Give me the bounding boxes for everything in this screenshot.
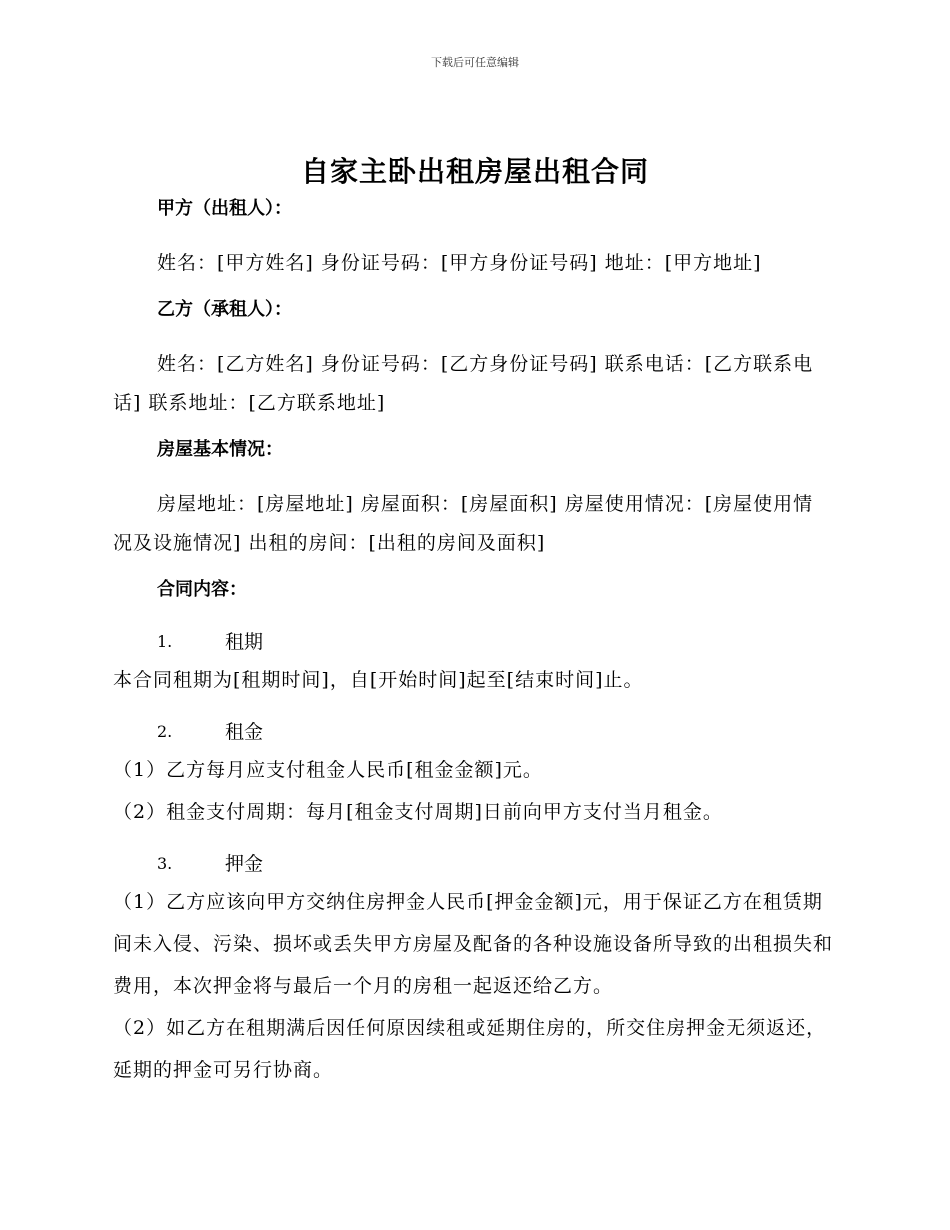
clause-1-heading: [113, 625, 833, 659]
party-b-info: 姓名：[乙方姓名] 身份证号码：[乙方身份证号码] 联系电话：[乙方联系电话] 联系地址：[乙方联系地址]: [113, 353, 814, 414]
clause-title: 押金: [225, 853, 264, 875]
clause-title: 租期: [225, 631, 264, 653]
clause-3-line: （2）如乙方在租期满后因任何原因续租或延期住房的，所交住房押金无须返还，延期的押金可另行协商。: [113, 1017, 827, 1081]
house-info: 房屋地址：[房屋地址] 房屋面积：[房屋面积] 房屋使用情况：[房屋使用情况及设施情况] 出租的房间：[出租的房间及面积]: [113, 493, 814, 554]
clause-1-line: 本合同租期为[租期时间]，自[开始时间]起至[结束时间]止。: [113, 669, 644, 691]
party-a-info: 姓名：[甲方姓名] 身份证号码：[甲方身份证号码] 地址：[甲方地址]: [157, 252, 762, 274]
house-heading: 房屋基本情况：: [157, 439, 283, 460]
clause-3-line: （1）乙方应该向甲方交纳住房押金人民币[押金金额]元，用于保证乙方在租赁期间未入侵、污染、损坏或丢失甲方房屋及配备的各种设施设备所导致的出租损失和费用，本次押金将与最后一个月的房租一起返还给乙方。: [113, 891, 834, 997]
page-header-note: 下载后可任意编辑: [431, 56, 519, 69]
clause-number: 3.: [157, 854, 173, 873]
contract-heading: 合同内容：: [157, 579, 247, 600]
document-body: [113, 196, 833, 1091]
clause-3-heading: [113, 847, 833, 881]
clause-title: 租金: [225, 721, 264, 743]
clause-number: 1.: [157, 632, 173, 651]
clause-2-line: （2）租金支付周期：每月[租金支付周期]日前向甲方支付当月租金。: [113, 801, 723, 823]
clause-number: 2.: [157, 722, 173, 741]
party-b-heading: 乙方（承租人）：: [157, 299, 292, 320]
party-a-heading: 甲方（出租人）：: [157, 198, 292, 219]
document-title: 自家主卧出租房屋出租合同: [300, 155, 649, 188]
clause-2-line: （1）乙方每月应支付租金人民币[租金金额]元。: [113, 759, 543, 781]
clause-2-heading: [113, 715, 833, 749]
